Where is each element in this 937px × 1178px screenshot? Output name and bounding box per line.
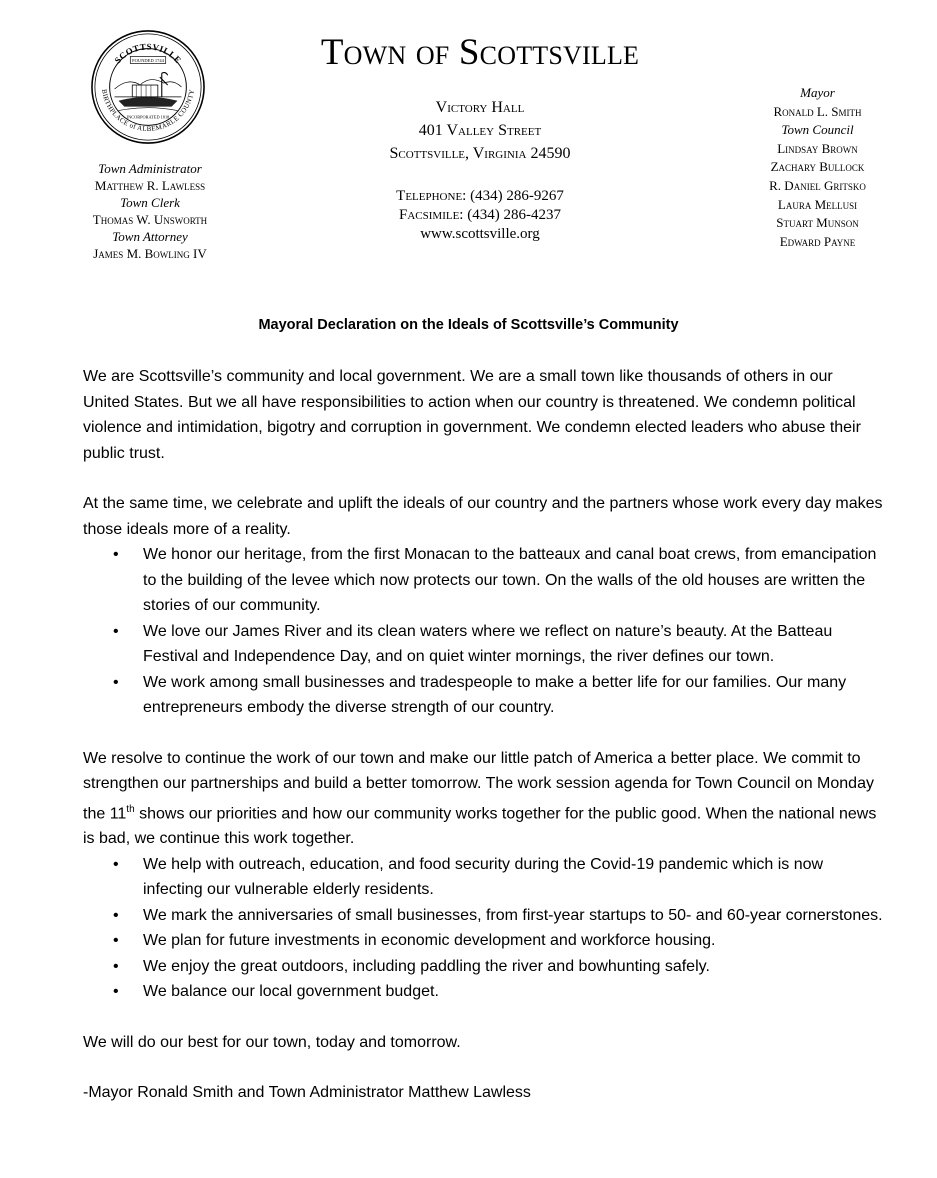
staff-role: Town Attorney bbox=[112, 229, 188, 244]
staff-role: Town Administrator bbox=[98, 161, 202, 176]
council-member: Edward Payne bbox=[779, 233, 856, 249]
website-link[interactable]: www.scottsville.org bbox=[420, 226, 540, 242]
superscript: th bbox=[126, 803, 135, 815]
council-role: Town Council bbox=[781, 122, 854, 138]
town-title: Town of Scottsville bbox=[320, 32, 640, 73]
paragraph: We are Scottsville’s community and local government. We are a small town like thousands of others in our United States. But we all have responsibilities to action when our country is threatened. We condemn political violence and intimidation, bigotry and corruption in government. We condemn elected leaders who abuse their public trust. bbox=[83, 368, 861, 462]
list-item: • We honor our heritage, from the first Monacan to the batteaux and canal boat crews, from emancipation to the building of the levee which now protects our town. On the walls of the old houses are written the stories of our community. bbox=[143, 542, 883, 619]
facsimile: Facsimile: (434) 286-4237 bbox=[399, 207, 561, 223]
staff-name: Matthew R. Lawless bbox=[94, 178, 206, 193]
signature-line: -Mayor Ronald Smith and Town Administrator Matthew Lawless bbox=[83, 1084, 531, 1102]
council-member: R. Daniel Gritsko bbox=[769, 177, 866, 193]
paragraph-text: We resolve to continue the work of our town and make our little patch of America a better place. We commit to strengthen our partnerships and build a better tomorrow. The work session agenda for Town Council on Monday the 11 bbox=[83, 749, 874, 822]
list-item: • We help with outreach, education, and food security during the Covid-19 pandemic which is now infecting our vulnerable elderly residents. bbox=[143, 852, 883, 903]
staff-role: Town Clerk bbox=[120, 195, 180, 210]
declaration-body bbox=[83, 364, 883, 1106]
bullet-list bbox=[83, 852, 883, 1005]
officials-column bbox=[735, 84, 900, 251]
svg-text:SCOTTSVILLE: SCOTTSVILLE bbox=[112, 41, 184, 66]
address-line: Victory Hall bbox=[435, 99, 525, 116]
list-item: • We balance our local government budget. bbox=[143, 979, 883, 1005]
declaration-title: Mayoral Declaration on the Ideals of Scottsville’s Community bbox=[258, 317, 679, 333]
telephone: Telephone: (434) 286-9267 bbox=[396, 188, 564, 204]
svg-text:BIRTHPLACE of ALBEMARLE COUNTY: BIRTHPLACE of ALBEMARLE COUNTY bbox=[99, 88, 197, 133]
council-member: Stuart Munson bbox=[776, 215, 859, 231]
list-item: • We love our James River and its clean waters where we reflect on nature’s beauty. At the Batteau Festival and Independence Day, and on quiet winter mornings, the river defines our town. bbox=[143, 619, 883, 670]
list-item: • We plan for future investments in economic development and workforce housing. bbox=[143, 928, 883, 954]
svg-text:FOUNDED 1744: FOUNDED 1744 bbox=[132, 57, 164, 63]
staff-column bbox=[40, 160, 260, 262]
paragraph bbox=[83, 746, 883, 852]
address-block bbox=[260, 96, 700, 165]
address-line: 401 Valley Street bbox=[418, 122, 542, 139]
paragraph-text: shows our priorities and how our community works together for the public good. When the national news is bad, we continue this work together. bbox=[83, 804, 877, 848]
paragraph: At the same time, we celebrate and uplift the ideals of our country and the partners whose work every day makes those ideals more of a reality. bbox=[83, 495, 883, 538]
list-item: • We enjoy the great outdoors, including paddling the river and bowhunting safely. bbox=[143, 954, 883, 980]
list-item: • We work among small businesses and tradespeople to make a better life for our families. Our many entrepreneurs embody the diverse strength of our country. bbox=[143, 670, 883, 721]
staff-name: James M. Bowling IV bbox=[93, 246, 207, 261]
council-member: Zachary Bullock bbox=[770, 159, 865, 175]
list-item: • We mark the anniversaries of small businesses, from first-year startups to 50- and 60-year cornerstones. bbox=[143, 903, 883, 929]
council-member: Laura Mellusi bbox=[777, 196, 858, 212]
staff-name: Thomas W. Unsworth bbox=[92, 212, 208, 227]
council-member: Lindsay Brown bbox=[777, 140, 858, 156]
closing-line: We will do our best for our town, today and tomorrow. bbox=[83, 1033, 461, 1051]
contact-block bbox=[260, 187, 700, 244]
bullet-list bbox=[83, 542, 883, 721]
svg-text:INCORPORATED 1818: INCORPORATED 1818 bbox=[126, 114, 170, 120]
mayor-role: Mayor bbox=[800, 85, 835, 100]
address-line: Scottsville, Virginia 24590 bbox=[389, 145, 571, 162]
town-seal-logo bbox=[89, 28, 207, 146]
letterhead bbox=[260, 30, 700, 244]
mayor-name: Ronald L. Smith bbox=[773, 103, 862, 119]
